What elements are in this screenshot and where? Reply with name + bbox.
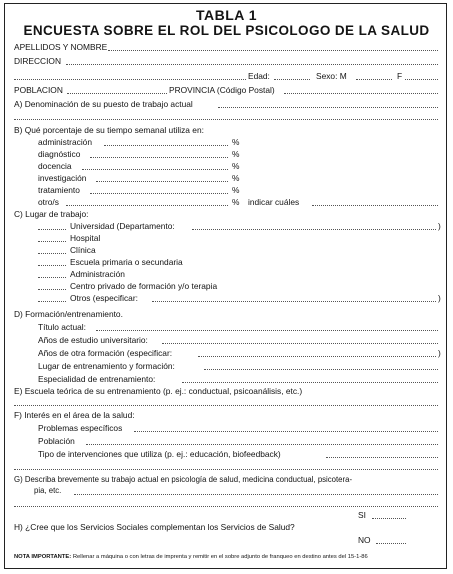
c-check-otros[interactable] (38, 301, 66, 302)
section-f-label: F) Interés en el área de la salud: (14, 410, 135, 420)
important-note (14, 553, 368, 561)
si-field[interactable] (372, 518, 406, 519)
b-field-diagnostico[interactable] (90, 157, 228, 158)
d-item-anos-universitario: Años de estudio universitario: (38, 335, 148, 345)
c-check-clinica[interactable] (38, 253, 66, 254)
d-item-anos-otra: Años de otra formación (especificar: (38, 348, 173, 358)
percent-sign: % (232, 185, 240, 195)
c-otros-field[interactable] (152, 301, 436, 302)
c-item-clinica: Clínica (70, 245, 96, 255)
c-universidad-field[interactable] (192, 229, 436, 230)
b-other-label: indicar cuáles (248, 197, 300, 207)
d-item-especialidad: Especialidad de entrenamiento: (38, 374, 156, 384)
poblacion-field[interactable] (67, 93, 167, 94)
c-check-escuela[interactable] (38, 265, 66, 266)
b-item-administracion: administración (38, 137, 92, 147)
c-check-hospital[interactable] (38, 241, 66, 242)
f-intervenciones-field-2[interactable] (14, 469, 438, 470)
sexo-label: Sexo: M (316, 71, 347, 81)
section-h-label: H) ¿Cree que los Servicios Sociales complementan los Servicios de Salud? (14, 522, 295, 532)
section-b-label: B) Qué porcentaje de su tiempo semanal utiliza en: (14, 125, 204, 135)
d-item-lugar: Lugar de entrenamiento y formación: (38, 361, 175, 371)
f-poblacion-field[interactable] (86, 444, 438, 445)
c-item-administracion: Administración (70, 269, 125, 279)
edad-label: Edad: (248, 71, 270, 81)
c-item-escuela: Escuela primaria o secundaria (70, 257, 183, 267)
puesto-field[interactable] (218, 107, 438, 108)
e-field[interactable] (14, 405, 438, 406)
percent-sign: % (232, 161, 240, 171)
b-other-field[interactable] (312, 205, 438, 206)
sexo-m-field[interactable] (356, 79, 392, 80)
edad-field[interactable] (274, 79, 310, 80)
b-item-docencia: docencia (38, 161, 72, 171)
no-field[interactable] (376, 543, 406, 544)
note-label: NOTA IMPORTANTE: (14, 554, 72, 560)
close-paren: ) (438, 221, 441, 231)
table-title: TABLA 1 (195, 7, 258, 23)
g-field-1[interactable] (74, 494, 438, 495)
direccion-field-2[interactable] (14, 79, 246, 80)
direccion-label: DIRECCION (14, 56, 61, 66)
apellidos-label: APELLIDOS Y NOMBRE (14, 42, 108, 52)
close-paren: ) (438, 348, 441, 358)
d-titulo-field[interactable] (96, 330, 438, 331)
f-item-poblacion: Población (38, 436, 75, 446)
percent-sign: % (232, 173, 240, 183)
puesto-field-2[interactable] (14, 119, 438, 120)
c-check-universidad[interactable] (38, 229, 66, 230)
b-item-tratamiento: tratamiento (38, 185, 80, 195)
b-item-diagnostico: diagnóstico (38, 149, 81, 159)
f-intervenciones-field[interactable] (326, 457, 438, 458)
f-item-problemas: Problemas específicos (38, 423, 123, 433)
section-g-line1: G) Describa brevemente su trabajo actual en psicología de salud, medicina conductual, psicotera- (14, 475, 353, 484)
provincia-field[interactable] (284, 93, 438, 94)
d-especialidad-field[interactable] (182, 382, 438, 383)
poblacion-label: POBLACION (14, 85, 63, 95)
b-field-tratamiento[interactable] (90, 193, 228, 194)
si-label: SI (358, 510, 366, 520)
no-label: NO (358, 535, 371, 545)
b-field-investigacion[interactable] (96, 181, 228, 182)
section-c-label: C) Lugar de trabajo: (14, 209, 89, 219)
c-check-administracion[interactable] (38, 277, 66, 278)
section-d-label: D) Formación/entrenamiento. (14, 309, 123, 319)
f-label: F (397, 71, 403, 81)
c-item-centro: Centro privado de formación y/o terapia (70, 281, 218, 291)
c-item-hospital: Hospital (70, 233, 101, 243)
section-e-label: E) Escuela teórica de su entrenamiento (p. ej.: conductual, psicoanálisis, etc.) (14, 386, 303, 396)
b-field-docencia[interactable] (82, 169, 228, 170)
b-field-administracion[interactable] (104, 145, 228, 146)
close-paren: ) (438, 293, 441, 303)
b-item-otros: otro/s (38, 197, 59, 207)
note-text: Rellenar a máquina o con letras de imprenta y remitir en el sobre adjunto de franqueo en destino antes del 15-1-86 (72, 554, 368, 560)
b-field-otros[interactable] (66, 205, 228, 206)
g-field-2[interactable] (14, 506, 438, 507)
d-lugar-field[interactable] (204, 369, 438, 370)
percent-sign: % (232, 197, 240, 207)
apellidos-field[interactable] (108, 50, 438, 51)
c-item-universidad: Universidad (Departamento: (70, 221, 175, 231)
sexo-f-field[interactable] (405, 79, 438, 80)
f-problemas-field[interactable] (134, 431, 438, 432)
d-anos-universitario-field[interactable] (162, 343, 438, 344)
c-check-centro[interactable] (38, 289, 66, 290)
percent-sign: % (232, 149, 240, 159)
b-item-investigacion: investigación (38, 173, 87, 183)
c-item-otros: Otros (especificar: (70, 293, 138, 303)
percent-sign: % (232, 137, 240, 147)
direccion-field[interactable] (66, 64, 438, 65)
f-item-intervenciones: Tipo de intervenciones que utiliza (p. ej.: educación, biofeedback) (38, 449, 281, 459)
d-item-titulo: Título actual: (38, 322, 86, 332)
section-g-line2: pia, etc. (34, 486, 62, 495)
section-a-label: A) Denominación de su puesto de trabajo actual (14, 99, 193, 109)
survey-title: ENCUESTA SOBRE EL ROL DEL PSICOLOGO DE LA SALUD (23, 23, 430, 38)
d-anos-otra-field[interactable] (198, 356, 436, 357)
provincia-label: PROVINCIA (Código Postal) (169, 85, 275, 95)
